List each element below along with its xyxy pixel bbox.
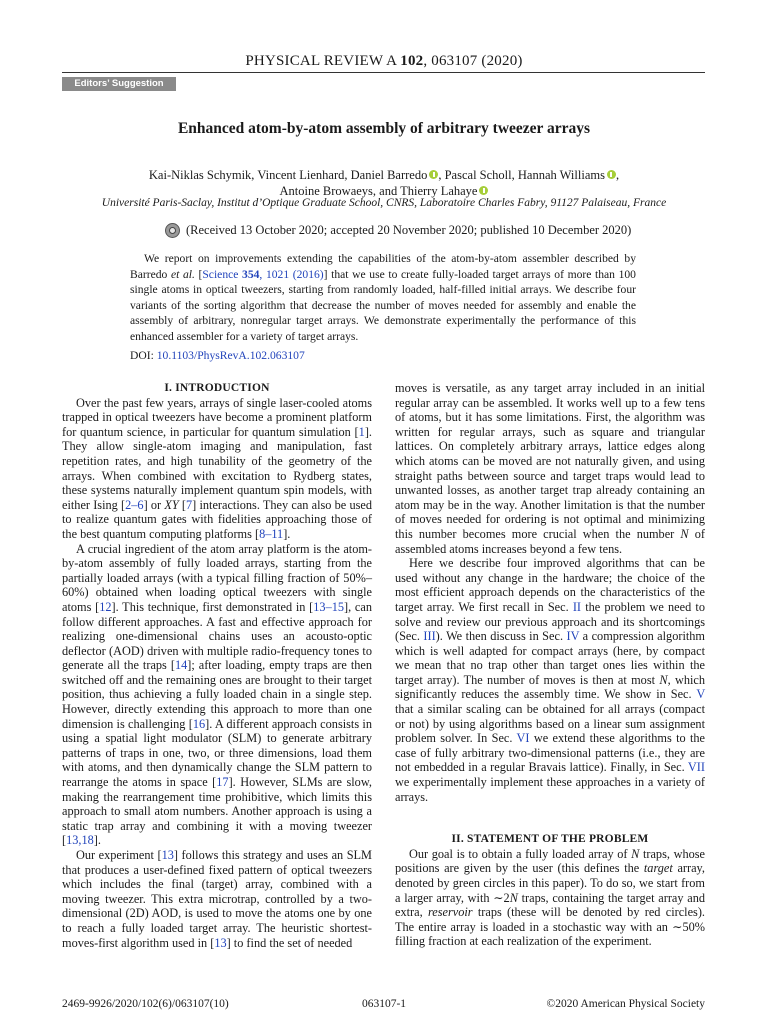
citation-link[interactable]: 2–6: [125, 497, 144, 512]
section-heading: I. INTRODUCTION: [164, 382, 270, 394]
author-list: [90, 167, 678, 199]
authors-part-4: Antoine Browaeys, and Thierry Lahaye: [279, 184, 478, 198]
citation-link[interactable]: 7: [186, 497, 193, 512]
reference-volume: 354: [242, 267, 260, 281]
paragraph: Our experiment [13] follows this strategy and uses an SLM that produces a user-defined fixed pattern of optical tweezers which includes the final (target) array, combined with a moving tweezer. This extra microtrap, controlled by a two-dimensional (2D) AOD, is used to move the atoms one by one to reach a fully loaded target array. The heuristic shortest-moves-first algorithm used in [13] to find the set of needed: [62, 848, 372, 950]
authors-part-3: ,: [615, 168, 620, 182]
journal-header: [0, 53, 768, 70]
journal-name: PHYSICAL REVIEW A: [245, 53, 397, 69]
abstract-text: ] that we use to create fully-loaded target arrays of more than 100 single atoms in optical tweezers, starting from randomly loaded, half-filled initial arrays. We describe four variants of the sorting algorithm that decrease the number of moves needed for assembly and enable the assembly of arbitrary, nonregular target arrays. We demonstrate experimentally the performance of this enhanced assembler for a variety of target arrays.: [130, 267, 636, 343]
abstract-etal: et al.: [170, 267, 195, 281]
paper-title: Enhanced atom-by-atom assembly of arbitrary tweezer arrays: [177, 120, 591, 137]
orcid-icon[interactable]: [607, 170, 616, 179]
affiliation: Université Paris-Saclay, Institut d’Optique Graduate School, CNRS, Laboratoire Charles Fabry, 91127 Palaiseau, France: [101, 197, 667, 209]
check-for-updates-icon[interactable]: [165, 223, 180, 238]
journal-article: , 063107 (2020): [423, 53, 523, 69]
citation-link[interactable]: 13: [161, 848, 174, 862]
abstract: [130, 251, 636, 345]
reference-journal: Science: [202, 267, 243, 281]
column-right: [395, 381, 705, 949]
footer-page-number: 063107-1: [361, 998, 407, 1010]
doi-label: DOI:: [130, 349, 157, 362]
paragraph: moves is versatile, as any target array included in an initial regular array can be assembled. It works well up to a few tens of atoms, but it has some limitations. First, the algorithm was written for regular arrays, such as square and triangular lattices. On completely arbitrary arrays, lattice edges along which atoms can be moved are not naturally given, and using straight paths between source and target traps would lead to unwanted losses, as another target trap already containing an atom may be in the way. Another limitation is that the number of moves needed for ordering is not optimal and minimizing this number becomes more crucial when the number N of assembled atoms increases beyond a few tens.: [395, 381, 705, 556]
header-rule: [62, 72, 705, 73]
citation-link[interactable]: 12: [99, 599, 112, 614]
footer-issn: 2469-9926/2020/102(6)/063107(10): [62, 998, 229, 1010]
footer-copyright: ©2020 American Physical Society: [546, 998, 705, 1010]
citation-link[interactable]: 17: [216, 775, 229, 790]
section-link[interactable]: VII: [687, 760, 705, 775]
citation-link[interactable]: 16: [192, 716, 206, 731]
column-left: [62, 381, 372, 950]
reference-pages: , 1021 (2016): [259, 267, 324, 281]
editors-suggestion-badge: Editors’ Suggestion: [62, 77, 176, 91]
abstract-reference-link[interactable]: [202, 268, 323, 281]
received-dates: [165, 223, 631, 238]
section-heading: II. STATEMENT OF THE PROBLEM: [451, 833, 649, 846]
section-link[interactable]: V: [696, 687, 705, 702]
citation-link[interactable]: 8–11: [259, 526, 284, 541]
paragraph: A crucial ingredient of the atom array platform is the atom-by-atom assembly of fully loaded arrays, starting from the partially loaded arrays (with a typical filling fraction of 50%–60%) obtained when loading optical tweezers with single atoms [12]. This technique, first demonstrated in [13–15], can follow different approaches. A fast and effective approach for realizing one-dimensional chains uses an acousto-optic deflector (AOD) driven with multiple radio-frequency tones to generate all the traps [14]; after loading, empty traps are then switched off and the remaining ones are brought to their target position, thus achieving a fully loaded chain in a single step. However, directly extending this approach to more than one dimension is challenging [16]. A different approach consists in using a spatial light modulator (SLM) to generate arbitrary patterns of traps in one, two, or three dimensions, load them with atoms, and then dynamically change the SLM pattern to rearrange the atoms in space [17]. However, SLMs are slow, making the rearrangement time prohibitive, which limits this approach to small atom numbers. Another approach is using a static trap array and combining it with a moving tweezer [13,18].: [62, 541, 373, 848]
doi-link[interactable]: 10.1103/PhysRevA.102.063107: [156, 349, 305, 362]
section-gap: [395, 804, 705, 832]
section-link[interactable]: IV: [566, 629, 580, 644]
section-link[interactable]: III: [423, 629, 436, 644]
authors-part-1: Kai-Niklas Schymik, Vincent Lienhard, Daniel Barredo: [148, 168, 428, 182]
citation-link[interactable]: 1: [358, 424, 365, 439]
paragraph: Our goal is to obtain a fully loaded array of N traps, whose positions are given by the user (this defines the target array, denoted by green circles in this paper). To do so, we start from a larger array, with ∼2N traps, containing the target array and extra, reservoir traps (these will be denoted by red circles). The entire array is loaded in a stochastic way with an ∼50% filling fraction at each realization of the experiment.: [395, 846, 706, 949]
citation-link[interactable]: 14: [174, 658, 188, 673]
section-link[interactable]: VI: [516, 731, 530, 746]
doi-line: [130, 349, 305, 362]
paragraph: Over the past few years, arrays of single laser-cooled atoms trapped in optical tweezers have become a prominent platform for quantum science, in particular for quantum simulation [1]. They allow single-atom imaging and manipulation, fast repetition rates, and high tunability of the geometry of the arrays. When combined with excitation to Rydberg states, these systems naturally implement quantum spin models, with either Ising [2–6] or XY [7] interactions. They can also be used to realize quantum gates with fidelities approaching those of the best quantum computing platforms [8–11].: [62, 395, 373, 541]
journal-volume: 102: [400, 53, 424, 69]
citation-link[interactable]: 13: [214, 935, 227, 950]
orcid-icon[interactable]: [479, 186, 488, 195]
abstract-text: [: [194, 267, 203, 281]
citation-link[interactable]: 13,18: [66, 833, 94, 848]
abstract-text: We report on improvements extending the capabilities of the atom-by-atom assembler described by Barredo: [130, 252, 636, 281]
authors-part-2: , Pascal Scholl, Hannah Williams: [438, 168, 605, 182]
paragraph: Here we describe four improved algorithms that can be used without any change in the hardware; the choice of the most efficient approach depends on the characteristics of the target array. We first recall in Sec. II the problem we need to solve and review our previous approach and its shortcomings (Sec. III). We then discuss in Sec. IV a compression algorithm which is well adapted for compact arrays (here, by compact we mean that no trap other than target ones lies within the target array). The number of moves is then at most N, which significantly reduces the assembly time. We show in Sec. V that a similar scaling can be obtained for all arrays (compact or not) by using algorithms based on a linear sum assignment problem solver. In Sec. VI we extend these algorithms to the case of fully arbitrary two-dimensional patterns (i.e., they are not embedded in a regular Bravais lattice). Finally, in Sec. VII we experimentally implement these approaches in a variety of arrays.: [395, 556, 706, 804]
section-link[interactable]: II: [572, 599, 582, 614]
citation-link[interactable]: 13–15: [313, 599, 345, 614]
orcid-icon[interactable]: [429, 170, 438, 179]
received-text: (Received 13 October 2020; accepted 20 November 2020; published 10 December 2020): [186, 223, 632, 237]
